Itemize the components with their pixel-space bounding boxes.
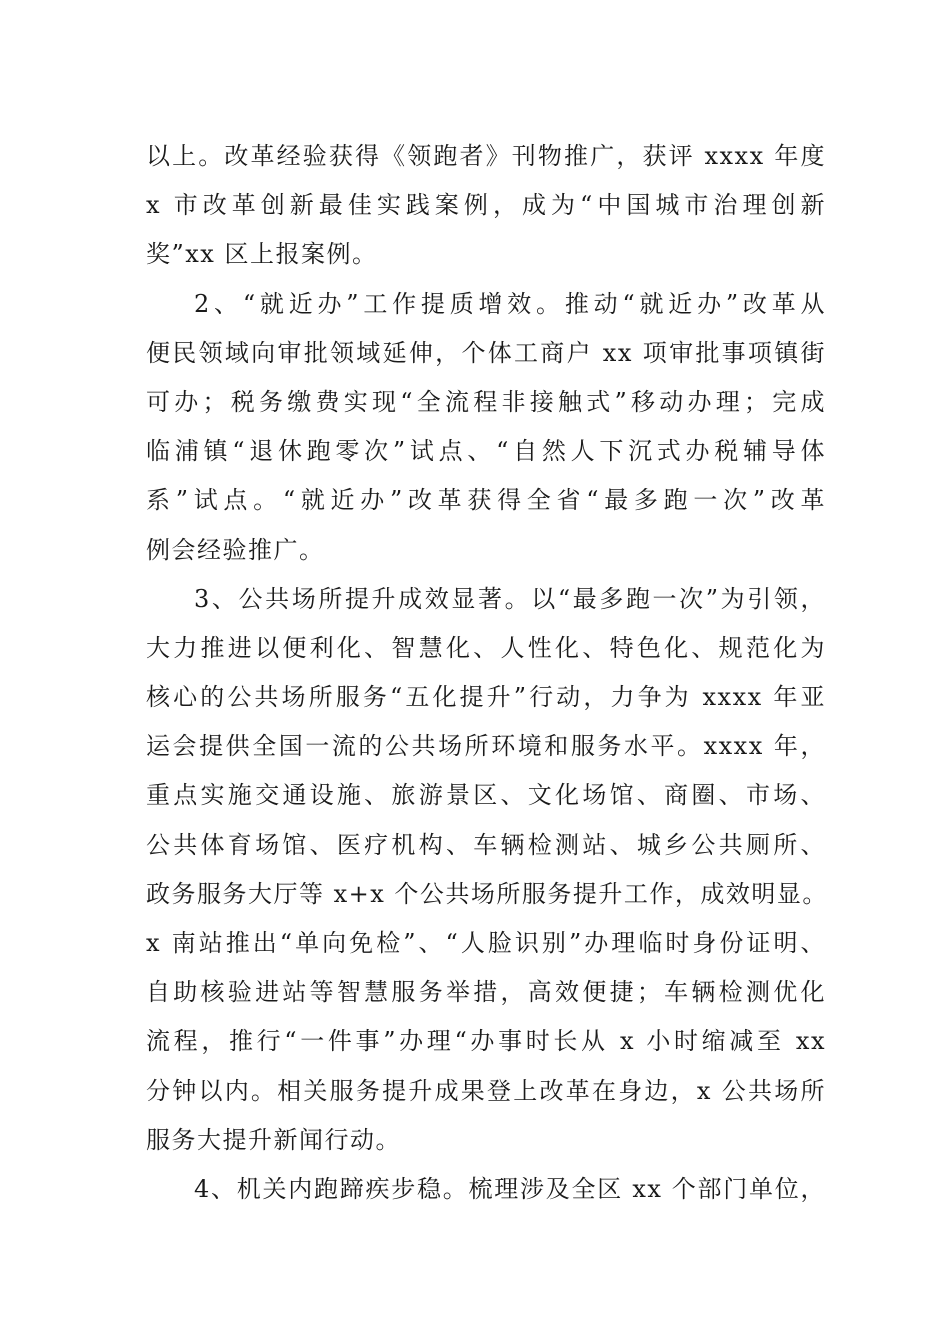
text-line: 服务大提升新闻行动。	[146, 1125, 401, 1154]
text-line: 例会经验推广。	[146, 535, 325, 564]
text-line: 分钟以内。相关服务提升成果登上改革在身边，x 公共场所	[146, 1076, 826, 1105]
document-body	[146, 132, 826, 1214]
text-line: 3、公共场所提升成效显著。以“最多跑一次”为引领，	[194, 584, 826, 613]
text-line: 系”试点。“就近办”改革获得全省“最多跑一次”改革	[146, 486, 826, 515]
text-line: 临浦镇“退休跑零次”试点、“自然人下沉式办税辅导体	[146, 437, 826, 466]
text-line: 核心的公共场所服务“五化提升”行动，力争为 xxxx 年亚	[146, 683, 826, 712]
paragraph-1-continuation	[146, 132, 826, 280]
text-line: 自助核验进站等智慧服务举措，高效便捷；车辆检测优化	[146, 978, 826, 1007]
text-line: 流程，推行“一件事”办理“办事时长从 x 小时缩减至 xx	[146, 1027, 826, 1056]
text-line: 可办；税务缴费实现“全流程非接触式”移动办理；完成	[146, 387, 826, 416]
text-line: 运会提供全国一流的公共场所环境和服务水平。xxxx 年，	[146, 732, 826, 761]
text-line: 奖”xx 区上报案例。	[146, 240, 378, 269]
paragraph-4	[146, 1165, 826, 1214]
paragraph-2	[146, 280, 826, 575]
text-line: x 市改革创新最佳实践案例，成为“中国城市治理创新	[146, 191, 826, 220]
text-line: 重点实施交通设施、旅游景区、文化场馆、商圈、市场、	[146, 781, 826, 810]
text-line: x 南站推出“单向免检”、“人脸识别”办理临时身份证明、	[146, 929, 826, 957]
text-line: 以上。改革经验获得《领跑者》刊物推广，获评 xxxx 年度	[146, 142, 826, 170]
text-line: 公共体育场馆、医疗机构、车辆检测站、城乡公共厕所、	[146, 830, 826, 859]
text-line: 便民领域向审批领域延伸，个体工商户 xx 项审批事项镇街	[146, 338, 826, 367]
text-line: 2、“就近办”工作提质增效。推动“就近办”改革从	[194, 289, 826, 318]
text-line: 政务服务大厅等 x+x 个公共场所服务提升工作，成效明显。	[146, 879, 828, 908]
paragraph-3	[146, 575, 826, 1165]
text-line: 4、机关内跑蹄疾步稳。梳理涉及全区 xx 个部门单位，	[194, 1174, 826, 1203]
text-line: 大力推进以便利化、智慧化、人性化、特色化、规范化为	[146, 633, 826, 662]
